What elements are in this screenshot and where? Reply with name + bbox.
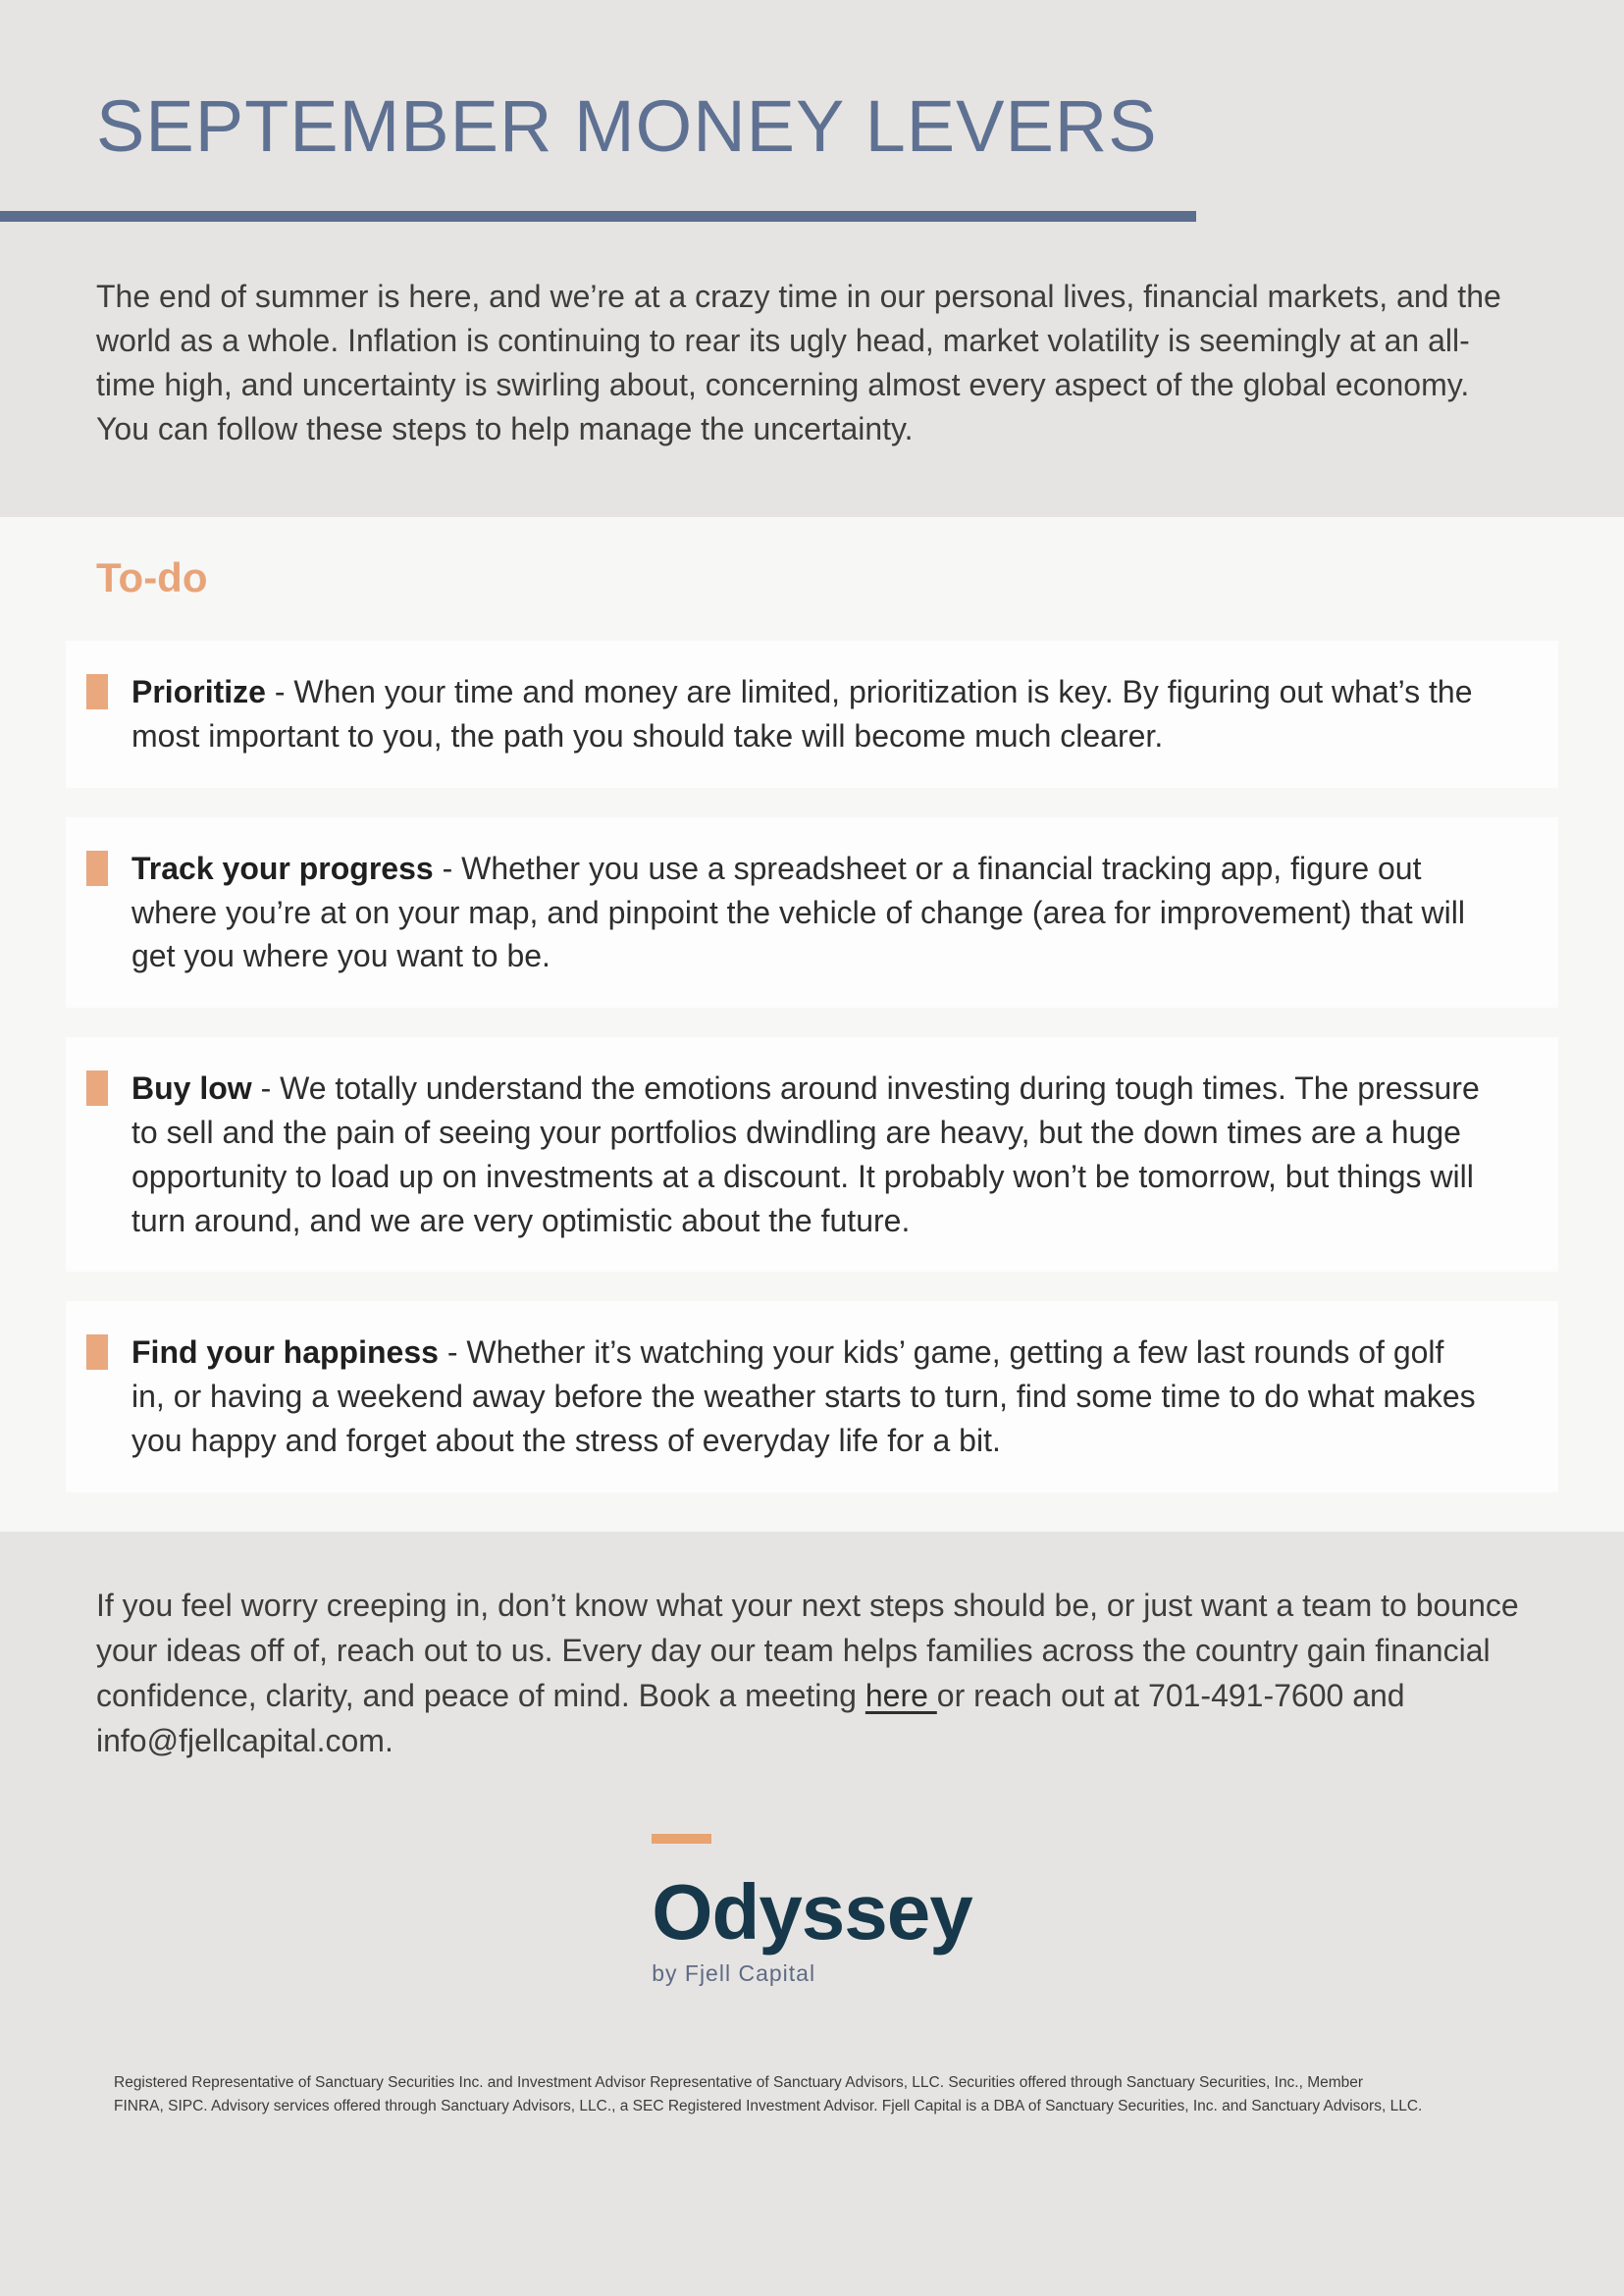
- todo-item-label: Find your happiness: [131, 1334, 439, 1371]
- disclaimer-line-1: Registered Representative of Sanctuary Securities Inc. and Investment Advisor Representative of Sanctuary Advisors, LLC. Securities offered through Sanctuary Securities, Inc., Member: [114, 2074, 1364, 2092]
- logo-byline: by Fjell Capital: [652, 1960, 816, 1987]
- bullet-square-icon: [86, 1334, 108, 1370]
- intro-paragraph: The end of summer is here, and we’re at a crazy time in our personal lives, financial markets, and the world as a whole. Inflation is continuing to rear its ugly head, market volatility is seemingly at an all-time high, and uncertainty is swirling about, concerning almost every aspect of the global economy. You can follow these steps to help manage the uncertainty.: [96, 279, 1501, 446]
- todo-item-text: - When your time and money are limited, prioritization is key. By figuring out what’s the most important to you, the path you should take will become much clearer.: [131, 674, 1473, 755]
- todo-card: [66, 1301, 1558, 1491]
- todo-card: [66, 1037, 1558, 1272]
- todo-item-text: - Whether it’s watching your kids’ game, getting a few last rounds of golf in, or having a weekend away before the weather starts to turn, find some time to do what makes you happy and forget about the stress of everyday life for a bit.: [131, 1334, 1476, 1459]
- brand-logo-area: [0, 1834, 1624, 1987]
- footer-section: [0, 1532, 1624, 2166]
- legal-disclaimer: [114, 2071, 1624, 2118]
- closing-paragraph: [96, 1583, 1521, 1763]
- todo-heading: To-do: [96, 554, 208, 600]
- title-divider: [0, 211, 1196, 222]
- todo-section: [0, 517, 1624, 1532]
- closing-text-before: If you feel worry creeping in, don’t know what your next steps should be, or just want a team to bounce your ideas off of, reach out to us. Every day our team helps families across the country gain financial confidence, clarity, and peace of mind. Book a meeting: [96, 1587, 1519, 1714]
- todo-item-text-block: [131, 1067, 1482, 1242]
- disclaimer-line-2: FINRA, SIPC. Advisory services offered through Sanctuary Advisors, LLC., a SEC Registered Investment Advisor. Fjell Capital is a DBA of Sanctuary Securities, Inc. and Sanctuary Advisors, LLC.: [114, 2098, 1423, 2115]
- bullet-square-icon: [86, 1070, 108, 1106]
- todo-item-label: Buy low: [131, 1070, 252, 1107]
- todo-card-list: [66, 641, 1558, 1492]
- logo-accent-bar: [652, 1834, 711, 1844]
- closing-text-after: or reach out at 701-491-7600 and info@fjellcapital.com.: [96, 1678, 1405, 1759]
- todo-item-label: Track your progress: [131, 850, 434, 886]
- todo-item-text: - Whether you use a spreadsheet or a financial tracking app, figure out where you’re at on your map, and pinpoint the vehicle of change (area for improvement) that will get you where you want to be.: [131, 850, 1465, 974]
- todo-item-text-block: [131, 847, 1482, 978]
- todo-item-label: Prioritize: [131, 674, 266, 710]
- bullet-square-icon: [86, 851, 108, 886]
- todo-item-text-block: [131, 670, 1482, 758]
- todo-card: [66, 817, 1558, 1008]
- brand-logo-block: [652, 1834, 972, 1987]
- todo-item-text-block: [131, 1331, 1482, 1462]
- header-section: [0, 0, 1624, 517]
- logo-wordmark: Odyssey: [652, 1868, 972, 1957]
- bullet-square-icon: [86, 674, 108, 709]
- todo-card: [66, 641, 1558, 788]
- book-meeting-link[interactable]: here: [864, 1678, 937, 1714]
- todo-item-text: - We totally understand the emotions around investing during tough times. The pressure to sell and the pain of seeing your portfolios dwindling are heavy, but the down times are a huge opportunity to load up on investments at a discount. It probably won’t be tomorrow, but things will turn around, and we are very optimistic about the future.: [131, 1070, 1480, 1238]
- page-title: SEPTEMBER MONEY LEVERS: [96, 85, 1158, 167]
